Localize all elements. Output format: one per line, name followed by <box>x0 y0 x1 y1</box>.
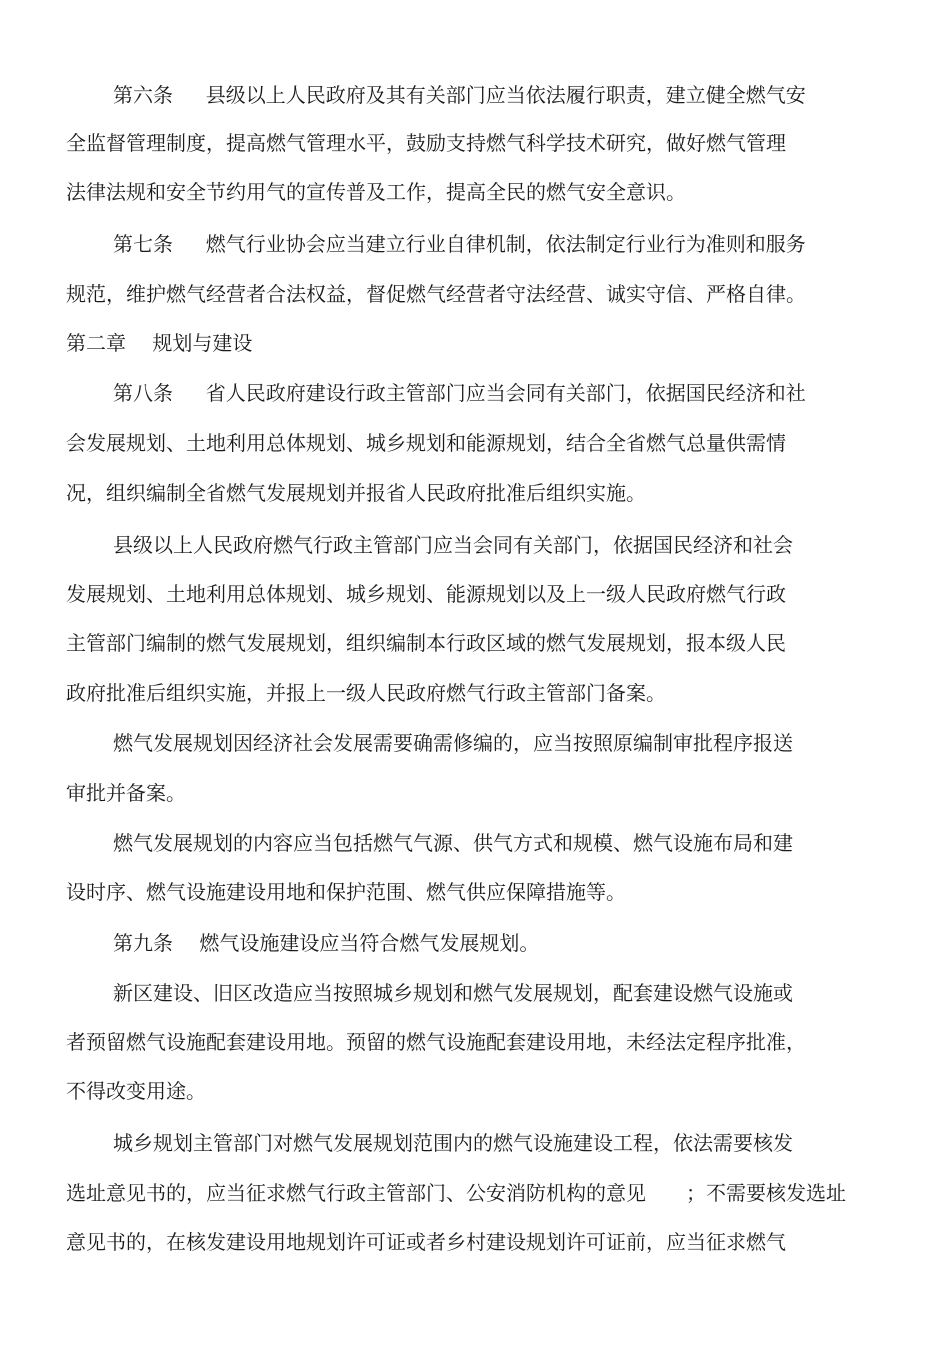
article-6-line-2: 全监督管理制度，提高燃气管理水平，鼓励支持燃气科学技术研究，做好燃气管理 <box>66 131 786 155</box>
paragraph-line: 者预留燃气设施配套建设用地。预留的燃气设施配套建设用地，未经法定程序批准， <box>66 1030 806 1054</box>
paragraph-line: 新区建设、旧区改造应当按照城乡规划和燃气发展规划，配套建设燃气设施或 <box>113 981 793 1005</box>
article-7-line-2: 规范，维护燃气经营者合法权益，督促燃气经营者守法经营、诚实守信、严格自律。 <box>66 282 806 306</box>
paragraph-line: 意见书的，在核发建设用地规划许可证或者乡村建设规划许可证前，应当征求燃气 <box>66 1230 786 1254</box>
paragraph-line: 城乡规划主管部门对燃气发展规划范围内的燃气设施建设工程，依法需要核发 <box>113 1131 793 1155</box>
paragraph-line: 政府批准后组织实施，并报上一级人民政府燃气行政主管部门备案。 <box>66 681 666 705</box>
article-6-line-1: 第六条 县级以上人民政府及其有关部门应当依法履行职责，建立健全燃气安 <box>113 83 806 107</box>
chapter-2-heading: 第二章 规划与建设 <box>66 331 253 355</box>
paragraph-line: 燃气发展规划因经济社会发展需要确需修编的，应当按照原编制审批程序报送 <box>113 731 793 755</box>
paragraph-line: 县级以上人民政府燃气行政主管部门应当会同有关部门，依据国民经济和社会 <box>113 533 793 557</box>
paragraph-line: 设时序、燃气设施建设用地和保护范围、燃气供应保障措施等。 <box>66 880 626 904</box>
article-9-line-1: 第九条 燃气设施建设应当符合燃气发展规划。 <box>113 931 540 955</box>
article-7-line-1: 第七条 燃气行业协会应当建立行业自律机制，依法制定行业行为准则和服务 <box>113 232 806 256</box>
article-6-line-3: 法律法规和安全节约用气的宣传普及工作，提高全民的燃气安全意识。 <box>66 180 686 204</box>
paragraph-line: 燃气发展规划的内容应当包括燃气气源、供气方式和规模、燃气设施布局和建 <box>113 831 793 855</box>
article-8-line-1: 第八条 省人民政府建设行政主管部门应当会同有关部门，依据国民经济和社 <box>113 381 806 405</box>
article-8-line-2: 会发展规划、土地利用总体规划、城乡规划和能源规划，结合全省燃气总量供需情 <box>66 431 786 455</box>
article-8-line-3: 况，组织编制全省燃气发展规划并报省人民政府批准后组织实施。 <box>66 481 646 505</box>
paragraph-line: 审批并备案。 <box>66 781 186 805</box>
paragraph-line: 选址意见书的，应当征求燃气行政主管部门、公安消防机构的意见 ；不需要核发选址 <box>66 1181 846 1205</box>
paragraph-line: 不得改变用途。 <box>66 1079 206 1103</box>
paragraph-line: 主管部门编制的燃气发展规划，组织编制本行政区域的燃气发展规划，报本级人民 <box>66 631 786 655</box>
paragraph-line: 发展规划、土地利用总体规划、城乡规划、能源规划以及上一级人民政府燃气行政 <box>66 582 786 606</box>
